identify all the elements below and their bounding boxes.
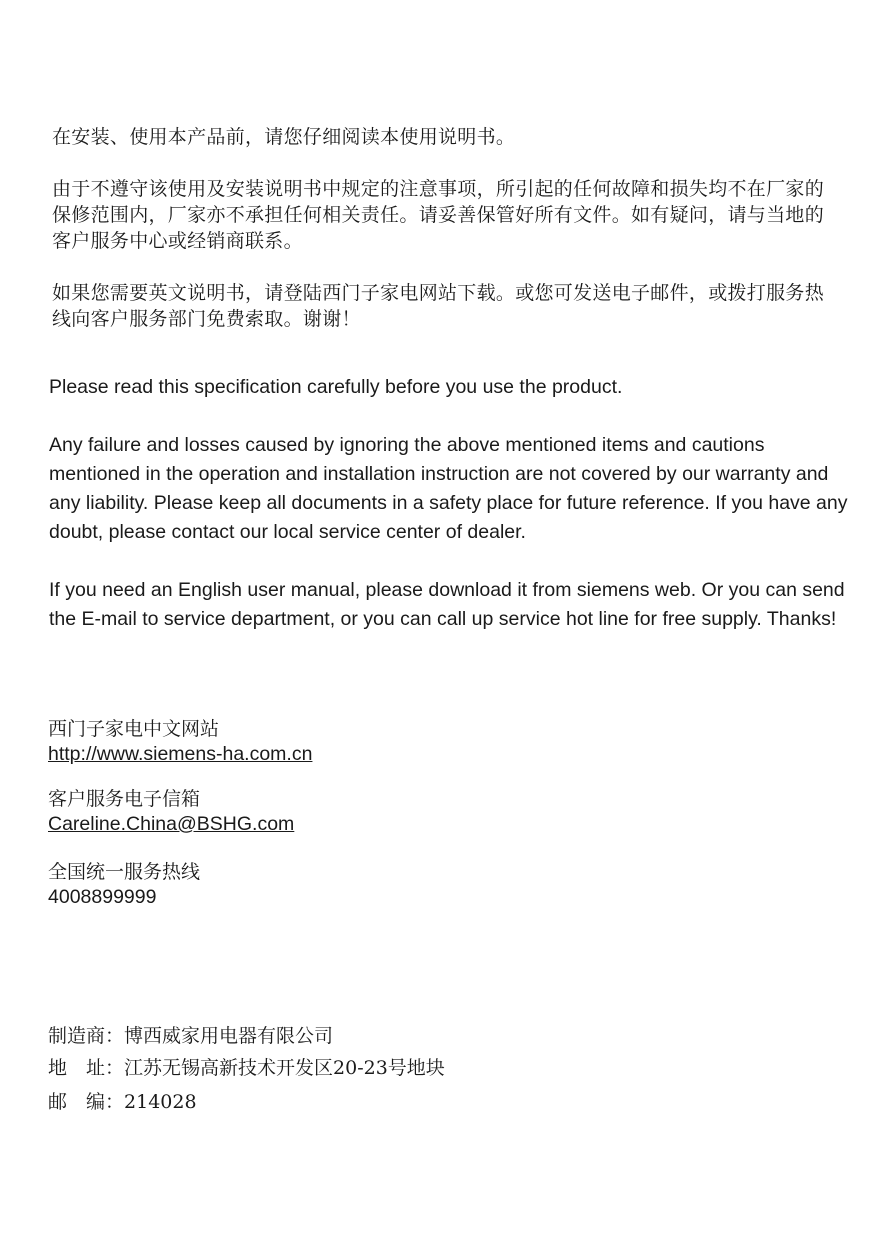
address-row (48, 1055, 445, 1082)
chinese-notice (52, 124, 842, 358)
email-contact (48, 787, 548, 837)
english-notice (49, 373, 849, 663)
chinese-notice-paragraph-2: 由于不遵守该使用及安装说明书中规定的注意事项，所引起的任何故障和损失均不在厂家的保修范围内，厂家亦不承担任何相关责任。请妥善保管好所有文件。如有疑问，请与当地的客户服务中心或经销商联系。 (52, 178, 825, 252)
website-contact (48, 717, 548, 767)
website-link[interactable]: http://www.siemens-ha.com.cn (48, 743, 313, 765)
hotline-number: 4008899999 (48, 886, 157, 908)
postcode-value: 214028 (124, 1091, 197, 1113)
hotline-label: 全国统一服务热线 (48, 861, 201, 883)
english-notice-paragraph-3: If you need an English user manual, please download it from siemens web. Or you can send the E-mail to service department, or you can call up service hot line for free supply. Thanks! (49, 579, 845, 630)
english-notice-paragraph-2: Any failure and losses caused by ignoring the above mentioned items and cautions mentioned in the operation and installation instruction are not covered by our warranty and any liability. Please keep all documents in a safety place for future reference. If you have any doubt, please contact our local service center of dealer. (49, 434, 848, 543)
address-label: 地 址： (48, 1057, 125, 1079)
manufacturer-label: 制造商： (48, 1025, 125, 1047)
postcode-row (48, 1089, 197, 1116)
english-notice-paragraph-1: Please read this specification carefully before you use the product. (49, 376, 623, 398)
chinese-notice-paragraph-1: 在安装、使用本产品前，请您仔细阅读本使用说明书。 (52, 126, 516, 148)
email-link[interactable]: Careline.China@BSHG.com (48, 813, 295, 835)
hotline-contact (48, 860, 548, 910)
postcode-label: 邮 编： (48, 1091, 125, 1113)
chinese-notice-paragraph-3: 如果您需要英文说明书，请登陆西门子家电网站下载。或您可发送电子邮件，或拨打服务热线向客户服务部门免费索取。谢谢！ (52, 282, 825, 330)
manufacturer-row (48, 1023, 333, 1050)
website-label: 西门子家电中文网站 (48, 718, 220, 740)
manufacturer-name: 博西威家用电器有限公司 (124, 1025, 334, 1047)
address-value: 江苏无锡高新技术开发区20-23号地块 (124, 1057, 445, 1079)
email-label: 客户服务电子信箱 (48, 788, 201, 810)
